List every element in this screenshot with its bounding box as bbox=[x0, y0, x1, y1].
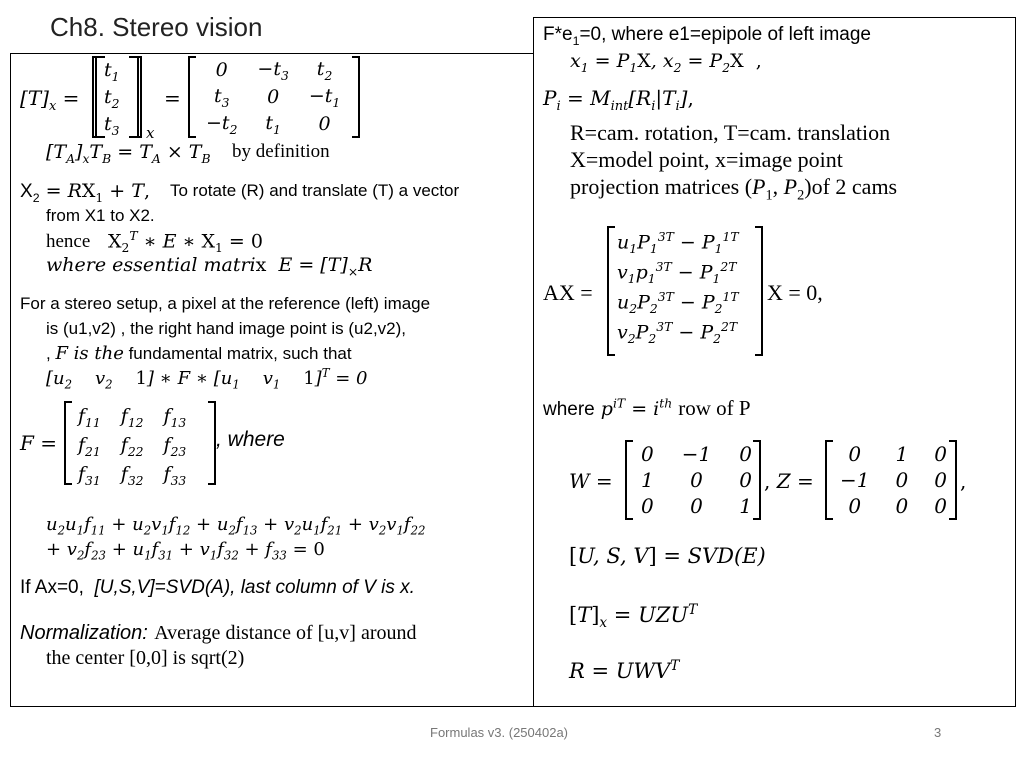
definition-eq: $[T_A]_xT_B = T_A \times T_B$ bbox=[46, 141, 211, 166]
pi-eq: $P_i = M_{int}[R_i|T_i]$, bbox=[543, 86, 694, 114]
ax-row-4: $v_2P_2^{3T} - P_2^{2T}$ bbox=[617, 320, 738, 347]
z-matrix-cell: 0 bbox=[848, 494, 862, 518]
hence-label: hence bbox=[46, 231, 91, 252]
norm-text-1: Average distance of [u,v] around bbox=[154, 622, 417, 644]
f-matrix-cell: $f_{23}$ bbox=[163, 433, 187, 459]
norm-line bbox=[20, 620, 416, 645]
svd-lead: If Ax=0, bbox=[20, 577, 84, 598]
skew-equals: = bbox=[164, 86, 181, 110]
skew-matrix-cell: $-t_2$ bbox=[206, 111, 238, 137]
w-matrix-cell: 0 bbox=[739, 442, 752, 466]
essential-eq: where essential matrix $E = [T]_\times R$ bbox=[46, 254, 373, 279]
z-matrix-cell: 0 bbox=[895, 468, 909, 492]
skew-vec-t1: $t_1$ bbox=[104, 59, 120, 84]
f-matrix-cell: $f_{13}$ bbox=[163, 405, 187, 430]
z-matrix-cell: 0 bbox=[934, 468, 947, 492]
r-eq: $R = UWV^T$ bbox=[569, 658, 680, 683]
svd-text: [U,S,V]=SVD(A), last column of V is x. bbox=[94, 577, 415, 598]
f-lhs: F = bbox=[20, 431, 57, 455]
f-where: , where bbox=[216, 428, 285, 451]
z-lhs: , Z = bbox=[764, 469, 814, 493]
svd-line bbox=[20, 577, 415, 599]
rotate-eq: $X_2 = RX_1 + T$, bbox=[20, 180, 150, 205]
w-matrix-cell: 0 bbox=[690, 494, 703, 518]
page-number: 3 bbox=[934, 725, 942, 740]
ax-matrix bbox=[607, 226, 763, 356]
skew-matrix bbox=[188, 56, 360, 138]
w-matrix-cell: 0 bbox=[641, 494, 654, 518]
stereo-text-2: is (u1,v2) , the right hand image point is (u2,v2), bbox=[46, 319, 407, 338]
skew-matrix-cell: $-t_3$ bbox=[257, 58, 289, 83]
skew-matrix-cell: $-t_1$ bbox=[308, 84, 341, 110]
skew-matrix-cell: 0 bbox=[318, 112, 331, 135]
footer-text: Formulas v3. (250402a) bbox=[430, 725, 569, 740]
skew-lhs: $[T]_x$ = bbox=[20, 86, 80, 114]
ax-rhs: X = 0, bbox=[767, 280, 823, 305]
stereo-text-3: , F is the fundamental matrix, such that bbox=[46, 343, 352, 364]
proj-eq: $x_1 = P_1X$, $x_2 = P_2X$ , bbox=[570, 50, 762, 75]
norm-label: Normalization: bbox=[20, 622, 148, 644]
f-matrix-cell: $f_{11}$ bbox=[78, 405, 101, 430]
skew-matrix-cell: 0 bbox=[215, 59, 228, 82]
skew-vec-t2: $t_2$ bbox=[104, 85, 120, 111]
skew-vec-subscript: x bbox=[146, 124, 155, 142]
z-matrix bbox=[825, 440, 957, 520]
w-matrix-cell: 0 bbox=[690, 468, 703, 492]
z-matrix-cell: 0 bbox=[848, 442, 862, 466]
slide-title: Ch8. Stereo vision bbox=[50, 12, 263, 42]
skew-matrix-cell: $t_2$ bbox=[316, 58, 333, 83]
where-line: where $p^{iT} = i^{th}$ row of P bbox=[543, 396, 751, 420]
expand-line-2: + $v_2f_{23} + u_1f_{31} + v_1f_{32} + f_{33} = 0$ bbox=[46, 539, 325, 563]
skew-vector bbox=[92, 56, 142, 138]
proj-def: projection matrices ($P_1$, $P_2)of$ 2 cams bbox=[570, 174, 898, 204]
w-lhs: W = bbox=[569, 469, 613, 493]
skew-matrix-cell: 0 bbox=[267, 86, 280, 109]
skew-matrix-cell: $t_1$ bbox=[265, 111, 281, 137]
f-matrix-cell: $f_{33}$ bbox=[163, 462, 187, 488]
f-matrix bbox=[64, 401, 216, 488]
z-matrix-cell: 0 bbox=[895, 494, 909, 518]
epipole-text: $F*e_1=0$, where e1=epipole of left image bbox=[543, 24, 871, 48]
ax-row-1: $u_1P_1^{3T} - P_1^{1T}$ bbox=[617, 230, 739, 257]
stereo-eq: [$u_2$ $v_2$ 1] ∗ F ∗ [$u_1$ $v_1$ 1]$^T$ = 0 bbox=[46, 366, 368, 392]
w-matrix-cell: −1 bbox=[681, 442, 712, 466]
w-matrix-cell: 1 bbox=[641, 468, 654, 492]
z-matrix-cell: 0 bbox=[934, 494, 947, 518]
z-matrix-cell: −1 bbox=[840, 468, 870, 492]
expand-line-1: $u_2u_1f_{11} + u_2v_1f_{12} + u_2f_{13} + v_2u_1f_{21} + v_2v_1f_{22}$ bbox=[46, 514, 426, 538]
svd-eq: [U, S, V] = SVD(E) bbox=[569, 544, 766, 568]
ax-row-2: $v_1p_1^{3T} - P_1^{2T}$ bbox=[617, 260, 737, 287]
norm-text-2: the center [0,0] is sqrt(2) bbox=[46, 647, 245, 669]
f-matrix-cell: $f_{32}$ bbox=[120, 462, 144, 488]
f-matrix-cell: $f_{31}$ bbox=[78, 462, 101, 488]
z-comma: , bbox=[960, 469, 967, 493]
w-matrix-cell: 0 bbox=[641, 442, 654, 466]
stereo-text-1: For a stereo setup, a pixel at the reference (left) image bbox=[20, 294, 431, 313]
z-matrix-cell: 0 bbox=[934, 442, 947, 466]
rotate-text: To rotate (R) and translate (T) a vector bbox=[170, 181, 460, 200]
f-matrix-cell: $f_{21}$ bbox=[78, 433, 101, 459]
f-matrix-cell: $f_{22}$ bbox=[120, 433, 144, 459]
z-matrix-cell: 1 bbox=[895, 442, 909, 466]
w-matrix bbox=[625, 440, 761, 520]
ax-lhs: AX = bbox=[543, 280, 593, 305]
w-matrix-cell: 1 bbox=[739, 494, 752, 518]
rotate-text-2: from X1 to X2. bbox=[46, 206, 155, 225]
x-def: X=model point, x=image point bbox=[570, 147, 843, 172]
hence-eq: $X_2^T$ ∗ E ∗ $X_1 = 0$ bbox=[108, 229, 263, 256]
r-def: R=cam. rotation, T=cam. translation bbox=[570, 120, 891, 145]
definition-text: by definition bbox=[232, 141, 330, 162]
f-matrix-cell: $f_{12}$ bbox=[120, 405, 144, 430]
w-matrix-cell: 0 bbox=[739, 468, 752, 492]
t-eq: $[T]_x = UZU^T$ bbox=[569, 602, 698, 632]
ax-row-3: $u_2P_2^{3T} - P_2^{1T}$ bbox=[617, 290, 739, 317]
skew-vec-t3: $t_3$ bbox=[104, 112, 120, 138]
skew-matrix-cell: $t_3$ bbox=[213, 84, 230, 110]
